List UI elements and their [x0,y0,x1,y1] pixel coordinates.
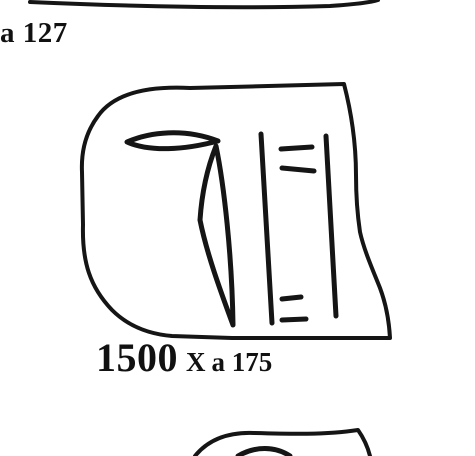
horizontal-wedge-sign [127,133,218,149]
lower-stroke-2 [282,319,306,320]
tablet-outline [82,84,390,338]
item-number: 1500 [96,335,178,380]
right-ruling-line [326,136,336,316]
next-fragment-wedge [238,449,290,456]
upper-stroke-1 [281,147,312,149]
lower-stroke-1 [282,297,301,299]
upper-stroke-2 [282,168,314,171]
previous-fragment-outline [30,0,378,7]
item-series: X [186,347,206,377]
item-caption [96,335,273,380]
vertical-wedge-sign [200,146,233,325]
previous-item-caption: a 127 [0,17,68,49]
left-ruling-line [261,134,272,323]
item-reference: a 175 [211,347,273,377]
